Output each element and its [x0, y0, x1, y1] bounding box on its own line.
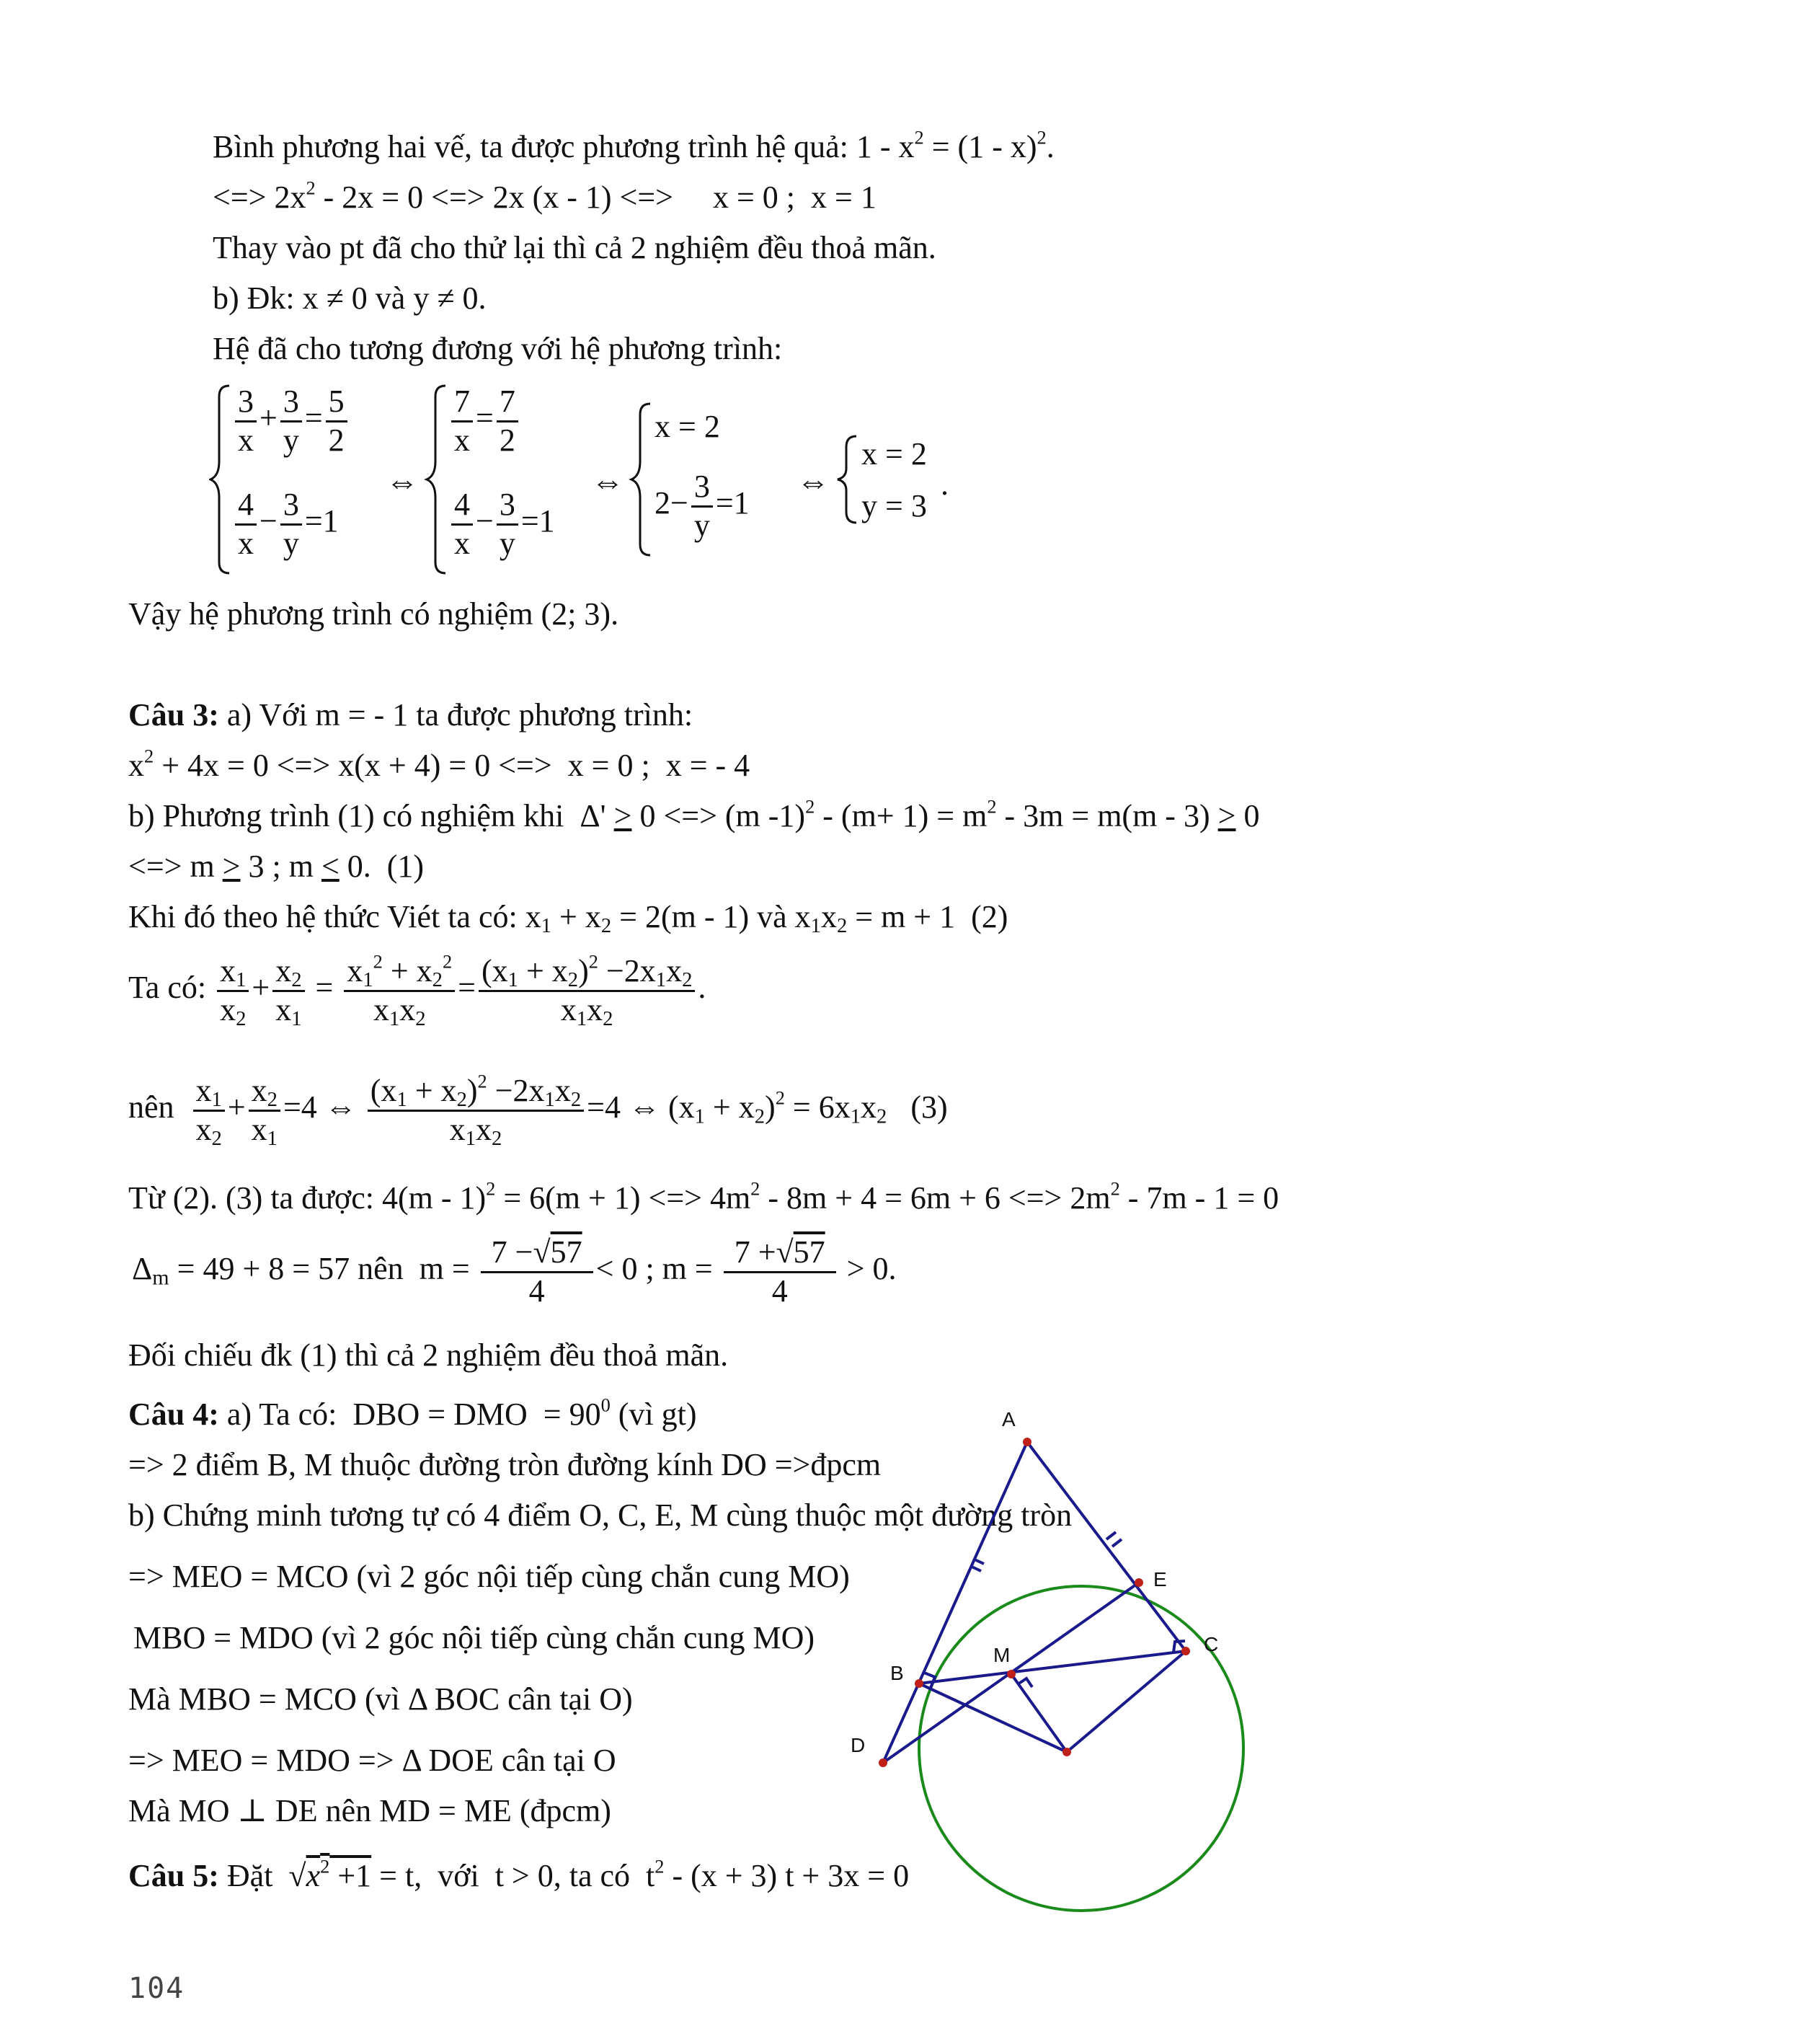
cau-5-label: Câu 5:: [128, 1858, 219, 1893]
line-AD: [883, 1442, 1027, 1763]
s3-row2: 2− $\frac{3}{y}$ =1: [655, 469, 750, 543]
point-O: [1062, 1748, 1071, 1756]
line-20: MBO = MDO (vì 2 góc nội tiếp cùng chắn cung MO): [133, 1620, 815, 1655]
line-8: $x^2 + 4x = 0$ <=> x(x + 4) = 0 <=> x = 0 ; x = - 4: [128, 745, 750, 783]
equiv-1: ⇔: [386, 463, 419, 500]
cau-4-label: Câu 4:: [128, 1397, 219, 1432]
line-14: Từ (2). (3) ta được: 4(m - 1)$^2$ = 6(m + 1) <=> $4m^2 - 8m + 4 = 6m + 6$ <=> $2m^2 - 7m - 1 = 0$: [128, 1177, 1279, 1216]
line-9: b) Phương trình (1) có nghiệm khi Δ' > 0 <=> (m $-1)^2 - (m+ 1) = m^2 - 3m = m(m - 3) > 0$: [128, 795, 1260, 833]
cau-3-label: Câu 3:: [128, 697, 219, 733]
line-delta: $\Delta_m = 49 + 8 = 57$ nên m = $\frac{7 -√57}{4}$ < 0 ; m = $\frac{7 +√57}{4}$ > 0.: [132, 1234, 897, 1309]
label-M: M: [993, 1644, 1011, 1666]
equiv-3: ⇔: [797, 463, 830, 500]
line-2: <=> $2x^2 - 2x = 0$ <=> 2x (x - 1) <=> x = 0 ; x = 1: [213, 177, 877, 215]
line-21: Mà MBO = MCO (vì Δ BOC cân tại O): [128, 1681, 633, 1717]
point-B: [915, 1679, 923, 1688]
line-15: Đối chiếu đk (1) thì cả 2 nghiệm đều thoả mãn.: [128, 1337, 729, 1373]
brace-1: [210, 386, 229, 573]
line-BO: [919, 1684, 1067, 1752]
brace-4: [838, 436, 856, 523]
line-23: Mà MO ⊥ DE nên MD = ME (đpcm): [128, 1793, 611, 1828]
line-19: => MEO = MCO (vì 2 góc nội tiếp cùng chắn cung MO): [128, 1559, 850, 1594]
line-12: Ta có: $\frac{x_1}{x_2}$ + $\frac{x_2}{x_1}$ = $\frac{x_1^2 + x_2^2}{x_1x_2}$ = $\frac{(x_1 + x_2)^2 -2x_1x_2}{x_1x_2}$ .: [128, 950, 706, 1030]
equation-system: [209, 375, 1002, 584]
line-17: => 2 điểm B, M thuộc đường tròn đường kính DO =>đpcm: [128, 1447, 882, 1482]
geometry-figure: [829, 1399, 1290, 1947]
ta-co-label: Ta có:: [128, 970, 207, 1006]
line-OC: [1067, 1651, 1186, 1752]
equiv-2: ⇔: [591, 463, 624, 500]
brace-3: [631, 404, 650, 555]
line-11: Khi đó theo hệ thức Viét ta có: $x_1 + x_2 = 2(m - 1)$ và $x_1x_2 = m + 1$ (2): [128, 899, 1008, 938]
label-D: D: [851, 1734, 866, 1756]
point-M: [1007, 1670, 1016, 1678]
line-6: Vậy hệ phương trình có nghiệm (2; 3).: [128, 596, 619, 632]
s1-row2: $\frac{4}{x}$ − $\frac{3}{y}$ =1: [232, 487, 339, 562]
nen-label: nên: [128, 1089, 174, 1125]
line-1: Bình phương hai vế, ta được phương trình hệ quả: $1 - x^2 = (1 - x)^2$.: [213, 126, 1055, 164]
point-C: [1181, 1647, 1190, 1655]
s1-row1: $\frac{3}{x}$ + $\frac{3}{y}$ = $\frac{5}{2}$: [232, 384, 350, 459]
circle-o: [919, 1586, 1243, 1911]
line-24: Câu 5: Đặt $√x^2 +1 = t$, với t > 0, ta có $t^2 - (x + 3) t + 3x = 0$: [128, 1855, 910, 1893]
tick-AE-2: [1112, 1539, 1122, 1547]
point-E: [1135, 1578, 1143, 1587]
s4-row2: y = 3: [861, 488, 927, 523]
line-AC: [1027, 1442, 1186, 1651]
label-B: B: [890, 1662, 904, 1684]
label-E: E: [1153, 1568, 1167, 1590]
line-BC: [919, 1651, 1186, 1684]
line-3: Thay vào pt đã cho thử lại thì cả 2 nghiệm đều thoả mãn.: [213, 230, 936, 265]
line-13: nên $\frac{x_1}{x_2}$ + $\frac{x_2}{x_1}$ =4 ⇔ $\frac{(x_1 + x_2)^2 -2x_1x_2}{x_1x_2}$ =4 ⇔ $(x_1 + x_2)^2 = 6x_1x_2$ (3): [128, 1070, 948, 1150]
label-A: A: [1002, 1408, 1016, 1430]
page-number: 104: [128, 1972, 185, 2005]
line-16: Câu 4: a) Ta có: DBO = DMO = $90^0$ (vì gt): [128, 1394, 697, 1432]
line-10: <=> m > 3 ; m < 0. (1): [128, 849, 425, 884]
line-7: [128, 699, 693, 731]
brace-2: [427, 386, 445, 573]
label-C: C: [1204, 1633, 1219, 1655]
s2-row1: $\frac{7}{x}$ = $\frac{7}{2}$: [448, 384, 521, 459]
line-18: b) Chứng minh tương tự có 4 điểm O, C, E, M cùng thuộc một đường tròn: [128, 1497, 1073, 1533]
point-D: [879, 1758, 887, 1767]
s3-row1: x = 2: [655, 409, 720, 444]
cau-3-text: a) Với m = - 1 ta được phương trình:: [218, 697, 693, 733]
tick-AE-1: [1106, 1532, 1116, 1539]
s4-row1: x = 2: [861, 436, 927, 472]
s2-row2: $\frac{4}{x}$ − $\frac{3}{y}$ =1: [448, 487, 555, 562]
line-22: => MEO = MDO => Δ DOE cân tại O: [128, 1743, 616, 1778]
line-4: b) Đk: x ≠ 0 và y ≠ 0.: [213, 280, 487, 316]
line-5: Hệ đã cho tương đương với hệ phương trình:: [213, 331, 783, 366]
system-end-dot: .: [941, 466, 949, 502]
point-A: [1023, 1438, 1031, 1446]
